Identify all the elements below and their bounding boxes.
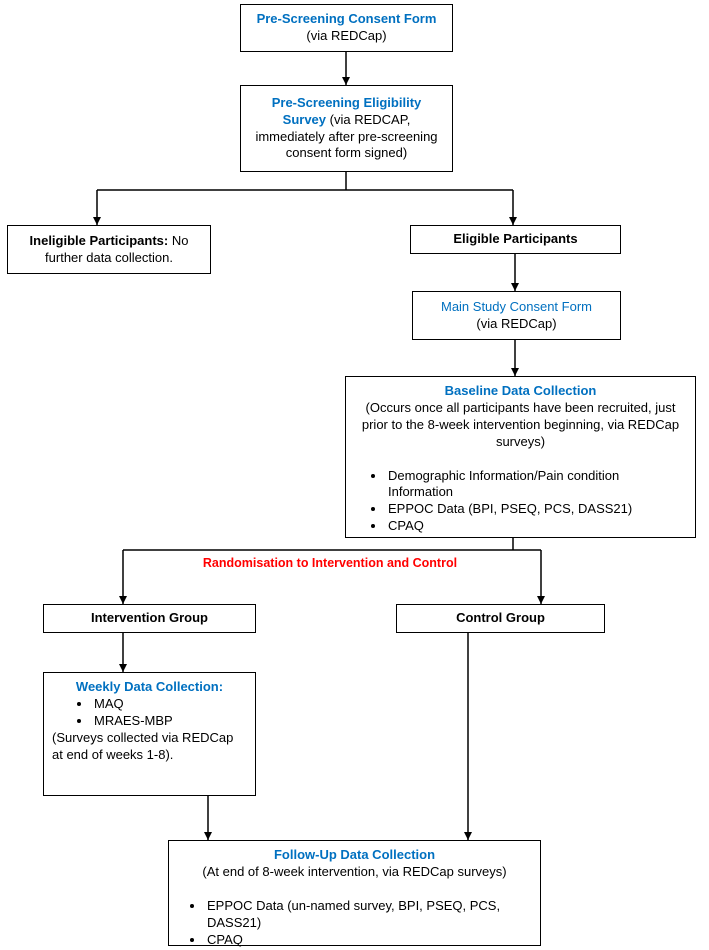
node-detail: No further data collection. (45, 232, 189, 265)
randomisation-label: Randomisation to Intervention and Control (202, 556, 458, 570)
node-subtitle: (At end of 8-week intervention, via REDCap surveys) (202, 863, 507, 879)
node-baseline-data-collection (345, 376, 696, 538)
bullet-item: • EPPOC Data (un-named survey, BPI, PSEQ, PCS, DASS21) (205, 898, 532, 932)
node-note: (Surveys collected via REDCap at end of weeks 1-8). (52, 729, 234, 762)
node-title: Baseline Data Collection (444, 383, 597, 398)
followup-bullet-list (177, 898, 532, 949)
node-title: Eligible Participants (453, 231, 578, 247)
node-title: Intervention Group (91, 610, 208, 626)
node-weekly-data-collection (43, 672, 256, 796)
bullet-item: • MRAES-MBP (92, 713, 247, 730)
node-title: Pre-Screening Consent Form (256, 11, 437, 27)
node-ineligible-participants (7, 225, 211, 274)
bullet-item: • Demographic Information/Pain condition Information (386, 468, 687, 502)
node-subtitle: (via REDCap) (306, 28, 387, 43)
node-title: Ineligible Participants: (29, 232, 169, 248)
node-control-group (396, 604, 605, 633)
node-text (18, 233, 200, 267)
weekly-bullet-list (52, 696, 247, 730)
node-detail: (via REDCAP, immediately after pre-screening consent form signed) (255, 111, 438, 161)
node-description: (Occurs once all participants have been recruited, just prior to the 8-week intervention beginning, via REDCap surveys) (361, 399, 680, 449)
bullet-item: • MAQ (92, 696, 247, 713)
bullet-item: • CPAQ (386, 518, 687, 535)
node-text (251, 95, 442, 163)
node-intervention-group (43, 604, 256, 633)
node-prescreening-consent-form (240, 4, 453, 52)
node-title: Main Study Consent Form (440, 298, 592, 314)
node-title: Control Group (456, 610, 545, 626)
node-main-study-consent-form (412, 291, 621, 340)
bullet-item: • CPAQ (205, 932, 532, 949)
bullet-item: • EPPOC Data (BPI, PSEQ, PCS, DASS21) (386, 501, 687, 518)
node-subtitle: (via REDCap) (476, 315, 557, 331)
node-title: Follow-Up Data Collection (273, 847, 436, 862)
baseline-bullet-list (354, 468, 687, 536)
node-followup-data-collection (168, 840, 541, 946)
node-title: Pre-Screening Eligibility Survey (271, 94, 422, 127)
node-prescreening-eligibility-survey (240, 85, 453, 172)
node-eligible-participants (410, 225, 621, 254)
node-title: Weekly Data Collection: (75, 679, 224, 694)
